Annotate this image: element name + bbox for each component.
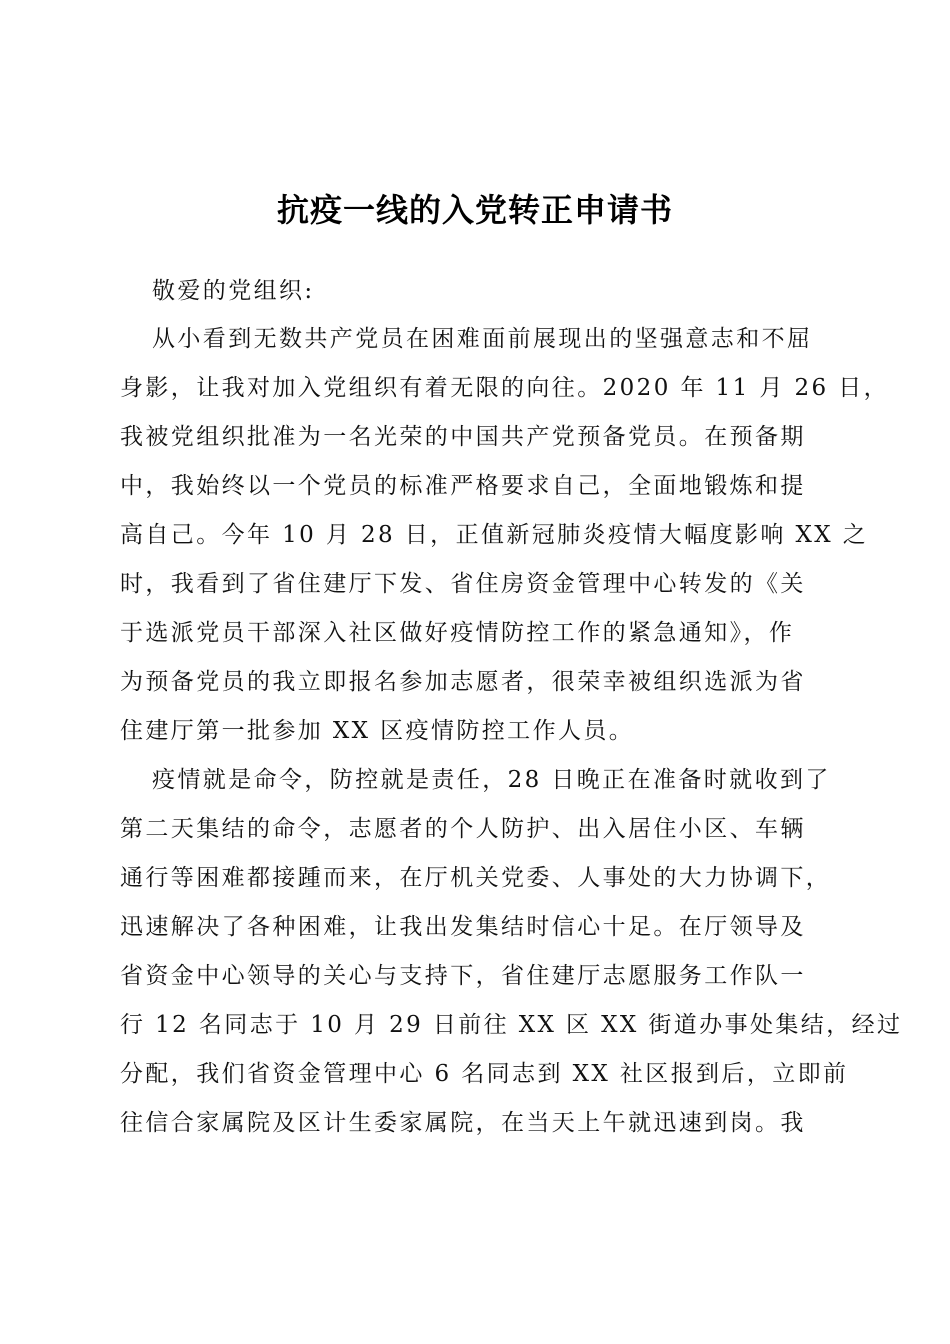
- paragraph-line: 疫情就是命令，防控就是责任，28 日晚正在准备时就收到了: [152, 767, 831, 793]
- paragraph-line: 行 12 名同志于 10 月 29 日前往 XX 区 XX 街道办事处集结，经过: [120, 1012, 903, 1038]
- paragraph-line: 省资金中心领导的关心与支持下，省住建厅志愿服务工作队一: [120, 963, 806, 989]
- paragraph-line: 于选派党员干部深入社区做好疫情防控工作的紧急通知》，作: [120, 620, 795, 646]
- salutation: 敬爱的党组织:: [152, 278, 315, 304]
- paragraph-line: 往信合家属院及区计生委家属院，在当天上午就迅速到岗。我: [120, 1110, 806, 1136]
- paragraph-line: 第二天集结的命令，志愿者的个人防护、出入居住小区、车辆: [120, 816, 806, 842]
- paragraph-line: 分配，我们省资金管理中心 6 名同志到 XX 社区报到后，立即前: [120, 1061, 849, 1087]
- paragraph-line: 身影，让我对加入党组织有着无限的向往。2020 年 11 月 26 日，: [120, 375, 890, 401]
- paragraph-line: 我被党组织批准为一名光荣的中国共产党预备党员。在预备期: [120, 424, 806, 450]
- paragraph-line: 通行等困难都接踵而来，在厅机关党委、人事处的大力协调下，: [120, 865, 832, 891]
- paragraph-line: 从小看到无数共产党员在困难面前展现出的坚强意志和不屈: [152, 326, 813, 352]
- paragraph-line: 高自己。今年 10 月 28 日，正值新冠肺炎疫情大幅度影响 XX 之: [120, 522, 869, 548]
- paragraph-line: 时，我看到了省住建厅下发、省住房资金管理中心转发的《关: [120, 571, 806, 597]
- paragraph-line: 住建厅第一批参加 XX 区疫情防控工作人员。: [120, 718, 635, 744]
- paragraph-line: 迅速解决了各种困难，让我出发集结时信心十足。在厅领导及: [120, 914, 806, 940]
- document-title: 抗疫一线的入党转正申请书: [276, 191, 673, 229]
- paragraph-line: 为预备党员的我立即报名参加志愿者，很荣幸被组织选派为省: [120, 669, 806, 695]
- paragraph-line: 中，我始终以一个党员的标准严格要求自己，全面地锻炼和提: [120, 473, 806, 499]
